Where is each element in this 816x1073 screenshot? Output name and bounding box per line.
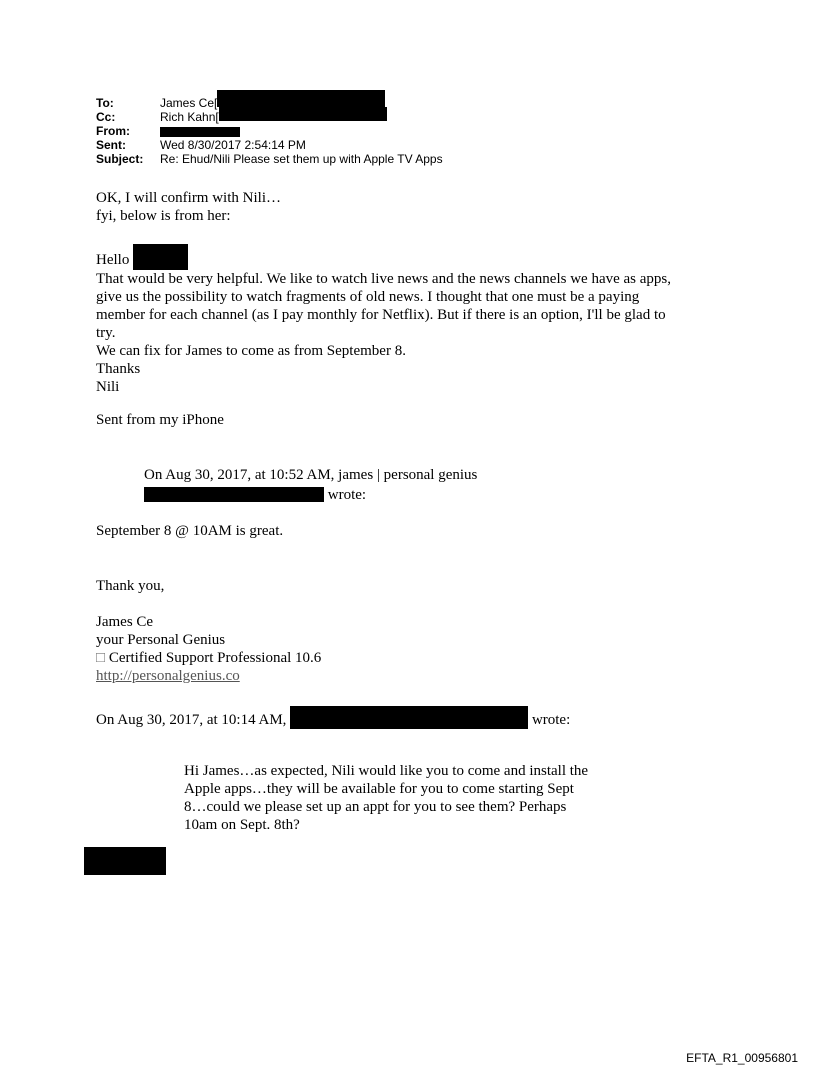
quote2-line: Hi James…as expected, Nili would like you to come and install the xyxy=(184,763,589,779)
redaction-bar xyxy=(144,487,324,502)
to-value: James Ce[ xyxy=(160,96,218,110)
document-id: EFTA_R1_00956801 xyxy=(686,1051,798,1065)
quote2-header xyxy=(96,706,570,729)
message-line: member for each channel (as I pay monthly for Netflix). But if there is an option, I'll be glad to xyxy=(96,307,666,323)
message-line: try. xyxy=(96,325,116,341)
nili-message xyxy=(96,244,671,396)
redaction-bar xyxy=(133,244,188,270)
message-line: Thanks xyxy=(96,361,141,377)
message-line: Nili xyxy=(96,379,120,395)
email-header xyxy=(96,96,443,166)
intro-line: fyi, below is from her: xyxy=(96,208,231,224)
sig-name: James Ce xyxy=(96,614,154,630)
message-line: We can fix for James to come as from September 8. xyxy=(96,343,406,359)
quote1-line: On Aug 30, 2017, at 10:52 AM, james | personal genius xyxy=(144,467,478,483)
subject-row xyxy=(96,152,443,166)
intro-line: OK, I will confirm with Nili… xyxy=(96,190,281,206)
signature xyxy=(96,613,321,685)
from-label: From: xyxy=(96,124,130,138)
message-line: give us the possibility to watch fragments of old news. I thought that one must be a paying xyxy=(96,289,640,305)
to-label: To: xyxy=(96,96,114,110)
cc-value: Rich Kahn[ xyxy=(160,110,219,124)
sig-cert-line xyxy=(96,649,321,667)
quote2-body xyxy=(184,762,588,834)
cc-row xyxy=(96,110,443,124)
cc-label: Cc: xyxy=(96,110,116,124)
quote2-line: Apple apps…they will be available for you to come starting Sept xyxy=(184,781,574,797)
redaction-bar xyxy=(217,90,385,107)
quote1-wrote-line: wrote: xyxy=(144,486,477,504)
message-line: That would be very helpful. We like to watch live news and the news channels we have as apps, xyxy=(96,271,672,287)
quote1-header xyxy=(144,466,477,504)
website-link[interactable]: http://personalgenius.co xyxy=(96,668,240,684)
quote2-prefix: On Aug 30, 2017, at 10:14 AM, xyxy=(96,712,287,728)
quote2-line: 10am on Sept. 8th? xyxy=(184,817,300,833)
intro xyxy=(96,189,281,225)
thank-you: Thank you, xyxy=(96,578,165,594)
subject-value: Re: Ehud/Nili Please set them up with Apple TV Apps xyxy=(160,152,443,166)
sent-from: Sent from my iPhone xyxy=(96,412,224,428)
quote2-wrote: wrote: xyxy=(531,712,571,728)
redaction-bar xyxy=(160,127,240,137)
sept-line: September 8 @ 10AM is great. xyxy=(96,523,284,539)
greeting: Hello xyxy=(96,244,671,270)
sent-label: Sent: xyxy=(96,138,126,152)
from-row xyxy=(96,124,443,138)
sig-cert: Certified Support Professional 10.6 xyxy=(108,650,322,666)
quote2-line: 8…could we please set up an appt for you to see them? Perhaps xyxy=(184,799,567,815)
redaction-bar xyxy=(84,847,166,875)
redaction-bar xyxy=(290,706,528,729)
sent-value: Wed 8/30/2017 2:54:14 PM xyxy=(160,138,306,152)
sig-title: your Personal Genius xyxy=(96,632,226,648)
subject-label: Subject: xyxy=(96,152,144,166)
sent-row xyxy=(96,138,443,152)
redaction-bar xyxy=(219,107,387,121)
certificate-icon: □ xyxy=(96,650,106,666)
